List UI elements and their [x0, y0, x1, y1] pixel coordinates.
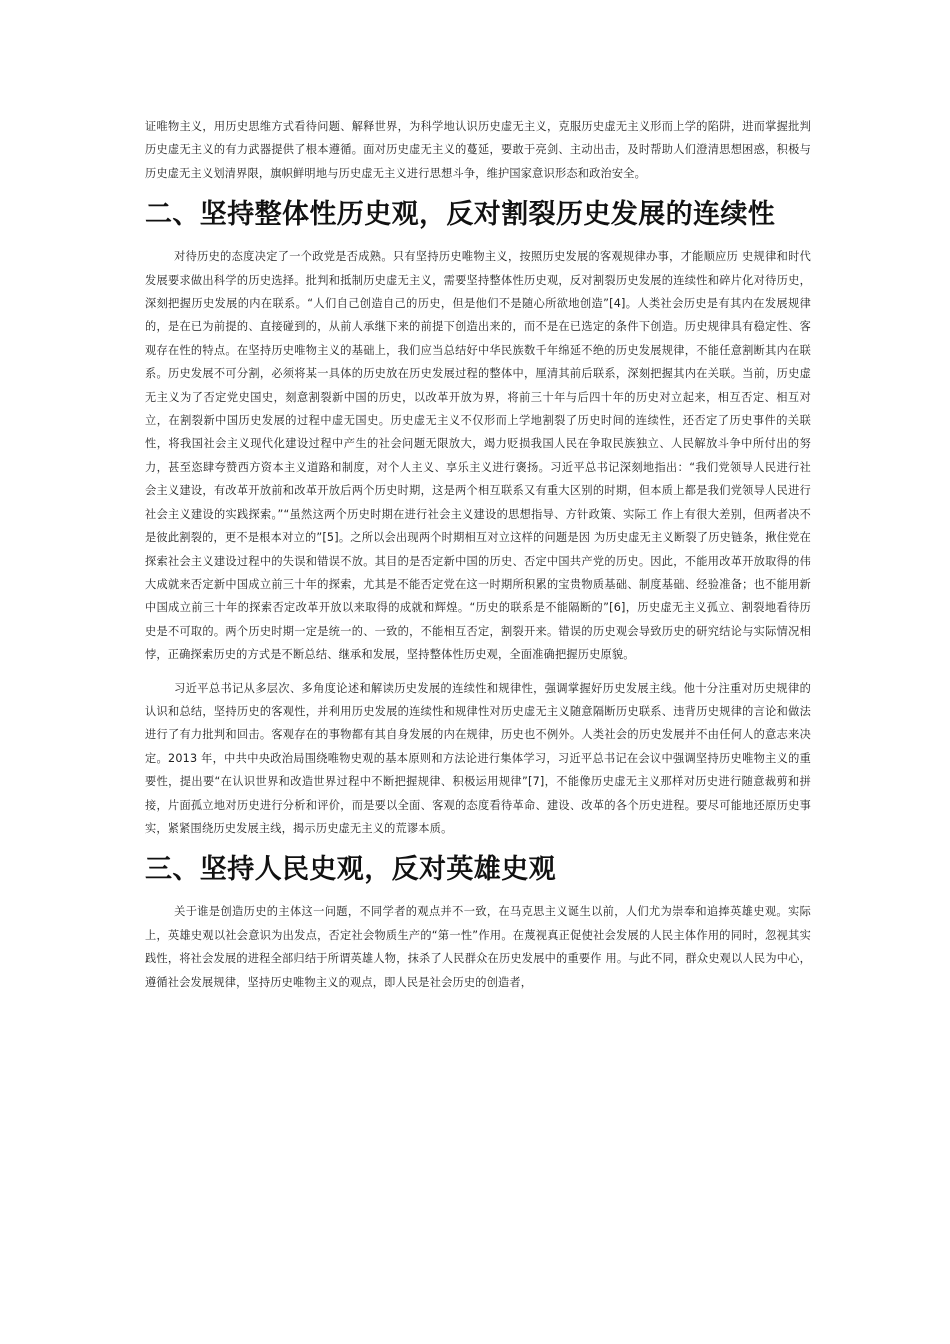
document-page [145, 115, 811, 994]
paragraph-spacer [145, 667, 811, 677]
section-2-paragraph-1: 对待历史的态度决定了一个政党是否成熟。只有坚持历史唯物主义，按照历史发展的客观规律办事，才能顺应历 史规律和时代发展要求做出科学的历史选择。批判和抵制历史虚无主义，需要坚持整体性历史观，反对割裂历史发展的连续性和碎片化对待历史，深刻把握历史发展的内在联系。“人们自己创造自己的历史，但是他们不是随心所欲地创造”[4]。人类社会历史是有其内在发展规律的，是在已为前提的、直接碰到的，从前人承继下来的前提下创造出来的，而不是在已选定的条件下创造。历史规律具有稳定性、客观存在性的特点。在坚持历史唯物主义的基础上，我们应当总结好中华民族数千年绵延不绝的历史发展规律，不能任意割断其内在联系。历史发展不可分割，必须将某一具体的历史放在历史发展过程的整体中，厘清其前后联系，深刻把握其内在关联。当前，历史虚无主义为了否定党史国史，刻意割裂新中国的历史，以改革开放为界，将前三十年与后四十年的历史对立起来，相互否定、相互对立，在割裂新中国历史发展的过程中虚无国史。历史虚无主义不仅形而上学地割裂了历史时间的连续性，还否定了历史事件的关联性，将我国社会主义现代化建设过程中产生的社会问题无限放大，竭力贬损我国人民在争取民族独立、人民解放斗争中所付出的努力，甚至恣肆夸赞西方资本主义道路和制度，对个人主义、享乐主义进行褒扬。习近平总书记深刻地指出：“我们党领导人民进行社会主义建设，有改革开放前和改革开放后两个历史时期，这是两个相互联系又有重大区别的时期，但本质上都是我们党领导人民进行社会主义建设的实践探索。”“虽然这两个历史时期在进行社会主义建设的思想指导、方针政策、实际工 作上有很大差别，但两者决不是彼此割裂的，更不是根本对立的”[5]。之所以会出现两个时期相互对立这样的问题是因 为历史虚无主义断裂了历史链条，揪住党在探索社会主义建设过程中的失误和错误不放。其目的是否定新中国的历史、否定中国共产党的历史。因此，不能用改革开放取得的伟大成就来否定新中国成立前三十年的探索，尤其是不能否定党在这一时期所积累的宝贵物质基础、制度基础、经验准备；也不能用新中国成立前三十年的探索否定改革开放以来取得的成就和辉煌。“历史的联系是不能隔断的”[6]，历史虚无主义孤立、割裂地看待历史是不可取的。两个历史时期一定是统一的、一致的，不能相互否定，割裂开来。错误的历史观会导致历史的研究结论与实际情况相悖，正确探索历史的方式是不断总结、继承和发展，坚持整体性历史观，全面准确把握历史原貌。 [145, 250, 811, 662]
intro-tail-paragraph: 证唯物主义，用历史思维方式看待问题、解释世界，为科学地认识历史虚无主义，克服历史虚无主义形而上学的陷阱，进而掌握批判历史虚无主义的有力武器提供了根本遵循。面对历史虚无主义的蔓延，要敢于亮剑、主动出击，及时帮助人们澄清思想困惑，积极与历史虚无主义划清界限，旗帜鲜明地与历史虚无主义进行思想斗争，维护国家意识形态和政治安全。 [145, 120, 811, 180]
section-2-paragraph-2: 习近平总书记从多层次、多角度论述和解读历史发展的连续性和规律性，强调掌握好历史发展主线。他十分注重对历史规律的认识和总结，坚持历史的客观性，并利用历史发展的连续性和规律性对历史虚无主义随意隔断历史联系、违背历史规律的言论和做法进行了有力批判和回击。客观存在的事物都有其自身发展的内在规律，历史也不例外。人类社会的历史发展并不由任何人的意志来决定。2013 年，中共中央政治局围绕唯物史观的基本原则和方法论进行集体学习，习近平总书记在会议中强调坚持历史唯物主义的重要性，提出要“在认识世界和改造世界过程中不断把握规律、积极运用规律”[7]，不能像历史虚无主义那样对历史进行随意裁剪和拼接，片面孤立地对历史进行分析和评价，而是要以全面、客观的态度看待革命、建设、改革的各个历史进程。要尽可能地还原历史事实，紧紧围绕历史发展主线，揭示历史虚无主义的荒谬本质。 [145, 681, 811, 835]
section-3-paragraph-1: 关于谁是创造历史的主体这一问题，不同学者的观点并不一致，在马克思主义诞生以前，人们尤为崇奉和追捧英雄史观。实际上，英雄史观以社会意识为出发点，否定社会物质生产的“第一性”作用。在蔑视真正促使社会发展的人民主体作用的同时，忽视其实践性，将社会发展的进程全部归结于所谓英雄人物，抹杀了人民群众在历史发展中的重要作 用。与此不同，群众史观以人民为中心，遵循社会发展规律，坚持历史唯物主义的观点，即人民是社会历史的创造者， [145, 905, 811, 989]
section-3-heading: 三、坚持人民史观，反对英雄史观 [145, 854, 556, 886]
section-2-heading: 二、坚持整体性历史观，反对割裂历史发展的连续性 [145, 199, 776, 231]
